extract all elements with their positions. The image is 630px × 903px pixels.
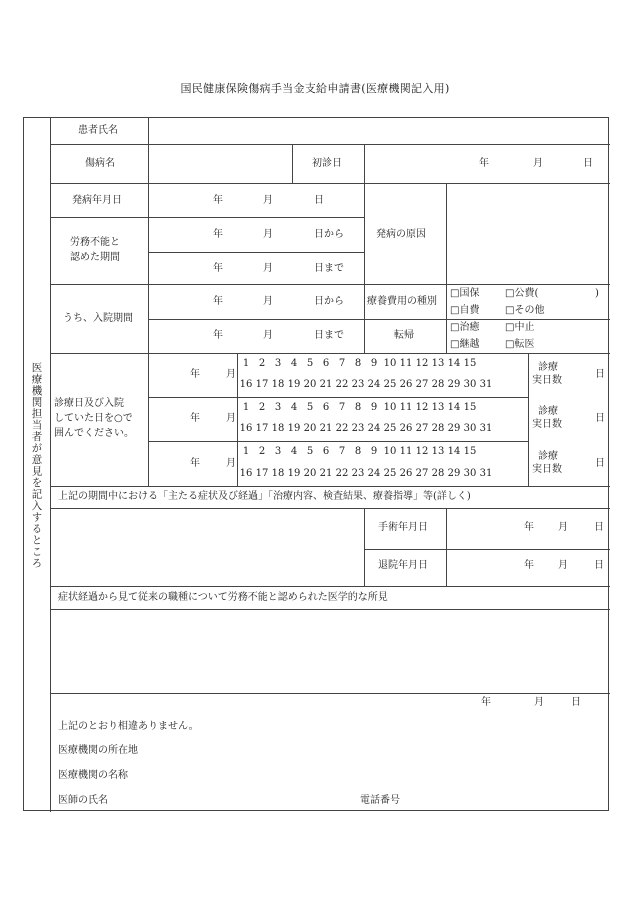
discharge-month: 月 (558, 560, 568, 571)
side-label: 医療機関担当者が意見を記入するところ (30, 361, 43, 569)
day-number[interactable]: 2 (258, 358, 266, 369)
divider (148, 397, 528, 398)
work-incapacity-label-2: 認めた期間 (70, 252, 120, 263)
day-number[interactable]: 5 (306, 446, 314, 457)
day-number[interactable]: 10 (383, 402, 397, 413)
divider (446, 183, 447, 284)
actual-days-label-2: 実日数 (532, 375, 562, 386)
first-visit-day: 日 (583, 158, 593, 169)
day-number[interactable]: 15 (463, 446, 477, 457)
day-number[interactable]: 21 (319, 468, 333, 479)
day-number[interactable]: 24 (367, 423, 381, 434)
divider (148, 441, 528, 442)
day-number[interactable]: 2 (258, 402, 266, 413)
opinion-label: 症状経過から見て従来の職種について労務不能と認められた医学的な所見 (58, 592, 388, 603)
patient-name-label: 患者氏名 (78, 125, 118, 136)
facility-name-label: 医療機関の名称 (58, 770, 128, 781)
actual-days-unit: 日 (595, 413, 605, 424)
day-number[interactable]: 16 (239, 423, 253, 434)
divider (50, 183, 610, 184)
day-number[interactable]: 31 (479, 379, 493, 390)
divider (446, 284, 447, 353)
day-number[interactable]: 17 (255, 379, 269, 390)
day-number[interactable]: 26 (399, 379, 413, 390)
form-title: 国民健康保険傷病手当金支給申請書(医療機関記入用) (180, 82, 450, 95)
checkbox-kouhi[interactable]: □公費( (505, 288, 539, 299)
day-number[interactable]: 18 (271, 379, 285, 390)
day-number[interactable]: 12 (415, 402, 429, 413)
cause-label: 発病の原因 (376, 229, 426, 240)
sign-year: 年 (481, 697, 491, 708)
day-number[interactable]: 31 (479, 468, 493, 479)
day-number[interactable]: 7 (338, 446, 346, 457)
day-number[interactable]: 13 (431, 358, 445, 369)
sign-day: 日 (571, 697, 581, 708)
work-incapacity-label-1: 労務不能と (70, 237, 120, 248)
visit-days-row (238, 379, 494, 390)
divider (50, 118, 51, 812)
divider (364, 508, 365, 586)
day-number[interactable]: 18 (271, 423, 285, 434)
visit-days-row (238, 358, 478, 369)
day-number[interactable]: 14 (447, 402, 461, 413)
discharge-year: 年 (524, 560, 534, 571)
day-number[interactable]: 11 (399, 402, 413, 413)
day-number[interactable]: 30 (463, 379, 477, 390)
day-number[interactable]: 4 (290, 358, 298, 369)
day-number[interactable]: 4 (290, 446, 298, 457)
onset-date-label: 発病年月日 (72, 195, 122, 206)
day-number[interactable]: 7 (338, 402, 346, 413)
day-number[interactable]: 12 (415, 358, 429, 369)
day-number[interactable]: 3 (274, 402, 282, 413)
onset-month: 月 (263, 195, 273, 206)
visit-month-3-year: 年 (190, 458, 200, 469)
hosp-from-month: 月 (263, 296, 273, 307)
day-number[interactable]: 13 (431, 446, 445, 457)
day-number[interactable]: 25 (383, 468, 397, 479)
symptoms-field[interactable] (52, 510, 362, 584)
day-number[interactable]: 21 (319, 423, 333, 434)
day-number[interactable]: 23 (351, 423, 365, 434)
divider (292, 144, 293, 183)
day-number[interactable]: 22 (335, 423, 349, 434)
divider (446, 508, 447, 586)
day-number[interactable]: 28 (431, 468, 445, 479)
divider (50, 486, 610, 487)
day-number[interactable]: 25 (383, 379, 397, 390)
surgery-year: 年 (524, 522, 534, 533)
day-number[interactable]: 18 (271, 468, 285, 479)
checkbox-discontinued[interactable]: □中止 (505, 322, 535, 333)
day-number[interactable]: 10 (383, 446, 397, 457)
actual-days-unit: 日 (595, 369, 605, 380)
first-visit-year: 年 (479, 158, 489, 169)
divider (50, 508, 610, 509)
day-number[interactable]: 15 (463, 402, 477, 413)
day-number[interactable]: 13 (431, 402, 445, 413)
day-number[interactable]: 27 (415, 423, 429, 434)
divider (50, 284, 610, 285)
day-number[interactable]: 26 (399, 468, 413, 479)
surgery-date-label: 手術年月日 (378, 522, 428, 533)
divider (528, 353, 529, 486)
day-number[interactable]: 12 (415, 446, 429, 457)
day-number[interactable]: 2 (258, 446, 266, 457)
incapacity-from-day: 日から (314, 229, 344, 240)
divider (148, 252, 364, 253)
day-number[interactable]: 23 (351, 379, 365, 390)
divider (50, 693, 610, 694)
opinion-field[interactable] (52, 611, 608, 691)
doctor-name-label: 医師の氏名 (58, 795, 108, 806)
actual-days-label-2: 実日数 (532, 419, 562, 430)
medical-certificate-form (23, 117, 609, 811)
day-number[interactable]: 28 (431, 379, 445, 390)
hosp-until-month: 月 (263, 330, 273, 341)
day-number[interactable]: 30 (463, 423, 477, 434)
discharge-date-label: 退院年月日 (378, 560, 428, 571)
sign-month: 月 (534, 697, 544, 708)
day-number[interactable]: 16 (239, 468, 253, 479)
day-number[interactable]: 9 (370, 446, 378, 457)
first-visit-month: 月 (533, 158, 543, 169)
day-number[interactable]: 9 (370, 402, 378, 413)
onset-day: 日 (314, 195, 324, 206)
day-number[interactable]: 9 (370, 358, 378, 369)
day-number[interactable]: 20 (303, 423, 317, 434)
divider (50, 144, 610, 145)
actual-days-label-1: 診療 (538, 406, 558, 417)
visit-month-1-year: 年 (190, 369, 200, 380)
onset-year: 年 (213, 195, 223, 206)
first-visit-label: 初診日 (312, 158, 342, 169)
day-number[interactable]: 26 (399, 423, 413, 434)
day-number[interactable]: 29 (447, 423, 461, 434)
day-number[interactable]: 22 (335, 468, 349, 479)
incapacity-until-day: 日まで (314, 263, 344, 274)
checkbox-jihi[interactable]: □自費 (450, 305, 480, 316)
visit-days-row (238, 423, 494, 434)
day-number[interactable]: 21 (319, 379, 333, 390)
incapacity-from-year: 年 (213, 229, 223, 240)
cause-field[interactable] (448, 185, 608, 282)
medical-cost-type-label: 療養費用の種別 (367, 296, 437, 307)
day-number[interactable]: 28 (431, 423, 445, 434)
hosp-until-day: 日まで (314, 330, 344, 341)
day-number[interactable]: 31 (479, 423, 493, 434)
day-number[interactable]: 6 (322, 358, 330, 369)
actual-days-unit: 日 (595, 458, 605, 469)
day-number[interactable]: 19 (287, 423, 301, 434)
day-number[interactable]: 20 (303, 379, 317, 390)
checkbox-other[interactable]: □その他 (505, 305, 545, 316)
injury-name-field[interactable] (150, 146, 290, 181)
day-number[interactable]: 3 (274, 446, 282, 457)
day-number[interactable]: 11 (399, 358, 413, 369)
divider (50, 353, 610, 354)
visit-month-2-month: 月 (226, 413, 236, 424)
day-number[interactable]: 22 (335, 379, 349, 390)
day-number[interactable]: 8 (354, 358, 362, 369)
visit-days-row (238, 402, 478, 413)
actual-days-label-1: 診療 (538, 451, 558, 462)
day-number[interactable]: 17 (255, 468, 269, 479)
divider (148, 319, 610, 320)
day-number[interactable]: 8 (354, 402, 362, 413)
divider (364, 144, 365, 353)
day-number[interactable]: 5 (306, 402, 314, 413)
day-number[interactable]: 19 (287, 379, 301, 390)
divider (50, 586, 610, 587)
day-number[interactable]: 16 (239, 379, 253, 390)
kouhi-close-paren: ) (595, 288, 599, 299)
day-number[interactable]: 6 (322, 402, 330, 413)
outcome-label: 転帰 (394, 330, 414, 341)
incapacity-from-month: 月 (263, 229, 273, 240)
day-number[interactable]: 19 (287, 468, 301, 479)
divider (364, 549, 610, 550)
hosp-until-year: 年 (213, 330, 223, 341)
day-number[interactable]: 6 (322, 446, 330, 457)
discharge-day: 日 (594, 560, 604, 571)
day-number[interactable]: 17 (255, 423, 269, 434)
divider (50, 217, 364, 218)
day-number[interactable]: 7 (338, 358, 346, 369)
day-number[interactable]: 1 (242, 358, 250, 369)
day-number[interactable]: 8 (354, 446, 362, 457)
incapacity-until-year: 年 (213, 263, 223, 274)
actual-days-label-2: 実日数 (532, 464, 562, 475)
phone-label: 電話番号 (360, 795, 400, 806)
visit-month-2-year: 年 (190, 413, 200, 424)
day-number[interactable]: 20 (303, 468, 317, 479)
visit-month-3-month: 月 (226, 458, 236, 469)
day-number[interactable]: 27 (415, 468, 429, 479)
divider (50, 609, 610, 610)
day-number[interactable]: 5 (306, 358, 314, 369)
visit-days-row (238, 468, 494, 479)
day-number[interactable]: 27 (415, 379, 429, 390)
day-number[interactable]: 1 (242, 446, 250, 457)
day-number[interactable]: 24 (367, 468, 381, 479)
day-number[interactable]: 11 (399, 446, 413, 457)
divider (237, 353, 238, 486)
actual-days-label-1: 診療 (538, 362, 558, 373)
day-number[interactable]: 4 (290, 402, 298, 413)
day-number[interactable]: 15 (463, 358, 477, 369)
injury-name-label: 傷病名 (85, 158, 115, 169)
facility-address-label: 医療機関の所在地 (58, 745, 138, 756)
checkbox-carried-over[interactable]: □継越 (450, 339, 480, 350)
patient-name-field[interactable] (150, 120, 606, 142)
incapacity-until-month: 月 (263, 263, 273, 274)
visit-month-1-month: 月 (226, 369, 236, 380)
hospitalization-label: うち、入院期間 (63, 313, 133, 324)
day-number[interactable]: 1 (242, 402, 250, 413)
hosp-from-year: 年 (213, 296, 223, 307)
visit-days-label-3: 囲んでください。 (54, 428, 134, 439)
surgery-day: 日 (594, 522, 604, 533)
checkbox-cured[interactable]: □治癒 (450, 322, 480, 333)
visit-days-row (238, 446, 478, 457)
day-number[interactable]: 14 (447, 358, 461, 369)
visit-days-label-1: 診療日及び入院 (54, 398, 124, 409)
hosp-from-day: 日から (314, 296, 344, 307)
day-number[interactable]: 30 (463, 468, 477, 479)
day-number[interactable]: 3 (274, 358, 282, 369)
day-number[interactable]: 14 (447, 446, 461, 457)
surgery-month: 月 (558, 522, 568, 533)
day-number[interactable]: 29 (447, 379, 461, 390)
divider (148, 118, 149, 486)
checkbox-transferred[interactable]: □転医 (505, 339, 535, 350)
checkbox-kokuho[interactable]: □国保 (450, 288, 480, 299)
day-number[interactable]: 25 (383, 423, 397, 434)
day-number[interactable]: 10 (383, 358, 397, 369)
visit-days-label-2: していた日を○で (54, 413, 133, 424)
day-number[interactable]: 23 (351, 468, 365, 479)
day-number[interactable]: 29 (447, 468, 461, 479)
side-column (24, 118, 50, 812)
certify-text: 上記のとおり相違ありません。 (58, 721, 199, 732)
day-number[interactable]: 24 (367, 379, 381, 390)
symptoms-label: 上記の期間中における「主たる症状及び経過」「治療内容、検査結果、療養指導」等(詳しく) (58, 491, 471, 502)
